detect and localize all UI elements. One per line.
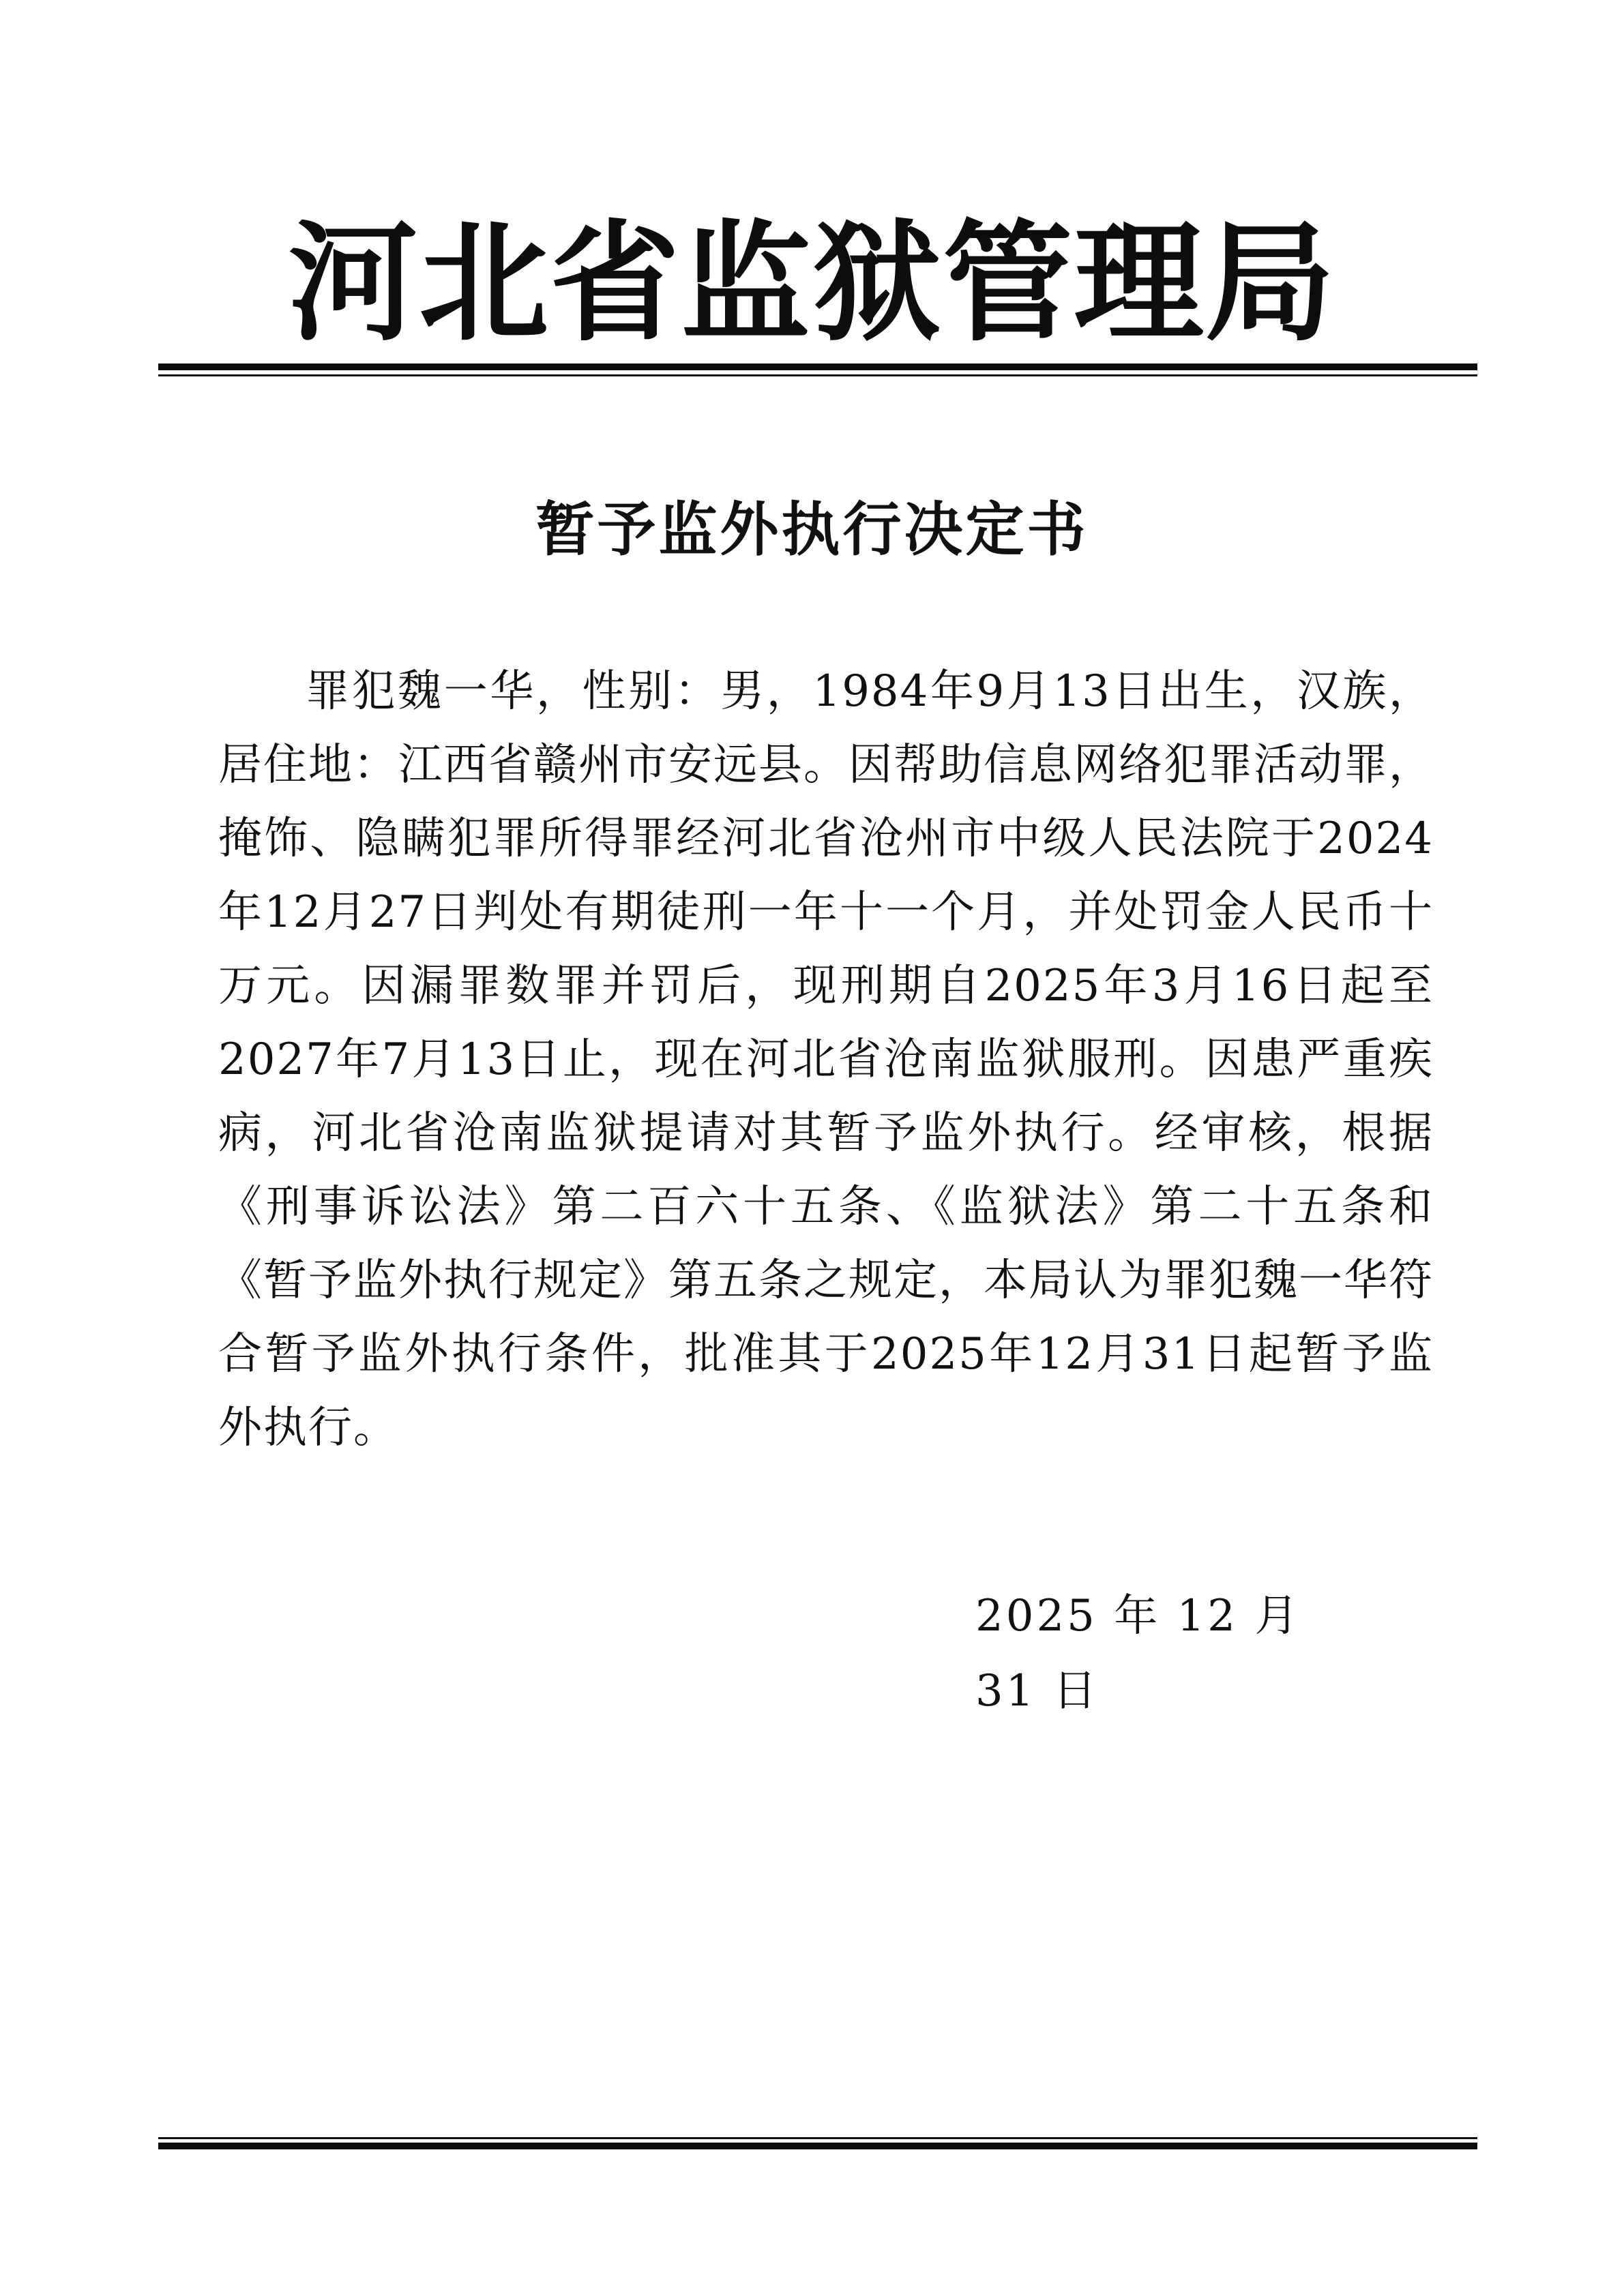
document-title: 暂予监外执行决定书 <box>535 496 1089 564</box>
header-rule-thin <box>158 374 1477 376</box>
document-body: 罪犯魏一华，性别：男，1984年9月13日出生，汉族，居住地：江西省赣州市安远县。因帮助信息网络犯罪活动罪，掩饰、隐瞒犯罪所得罪经河北省沧州市中级人民法院于2024年12月27日判处有期徒刑一年十一个月，并处罚金人民币十万元。因漏罪数罪并罚后，现刑期自2025年3月16日起至2027年7月13日止，现在河北省沧南监狱服刑。因患严重疾病，河北省沧南监狱提请对其暂予监外执行。经审核，根据《刑事诉讼法》第二百六十五条、《监狱法》第二十五条和《暂予监外执行规定》第五条之规定，本局认为罪犯魏一华符合暂予监外执行条件，批准其于2025年12月31日起暂予监外执行。 <box>218 666 1434 1453</box>
header-rule-thick <box>158 363 1477 370</box>
footer-rule-thin <box>158 2137 1477 2139</box>
document-date: 2025 年 12 月 31 日 <box>975 1591 1301 1716</box>
footer-rule-thick <box>158 2143 1477 2149</box>
agency-header: 河北省监狱管理局 <box>288 207 1336 359</box>
